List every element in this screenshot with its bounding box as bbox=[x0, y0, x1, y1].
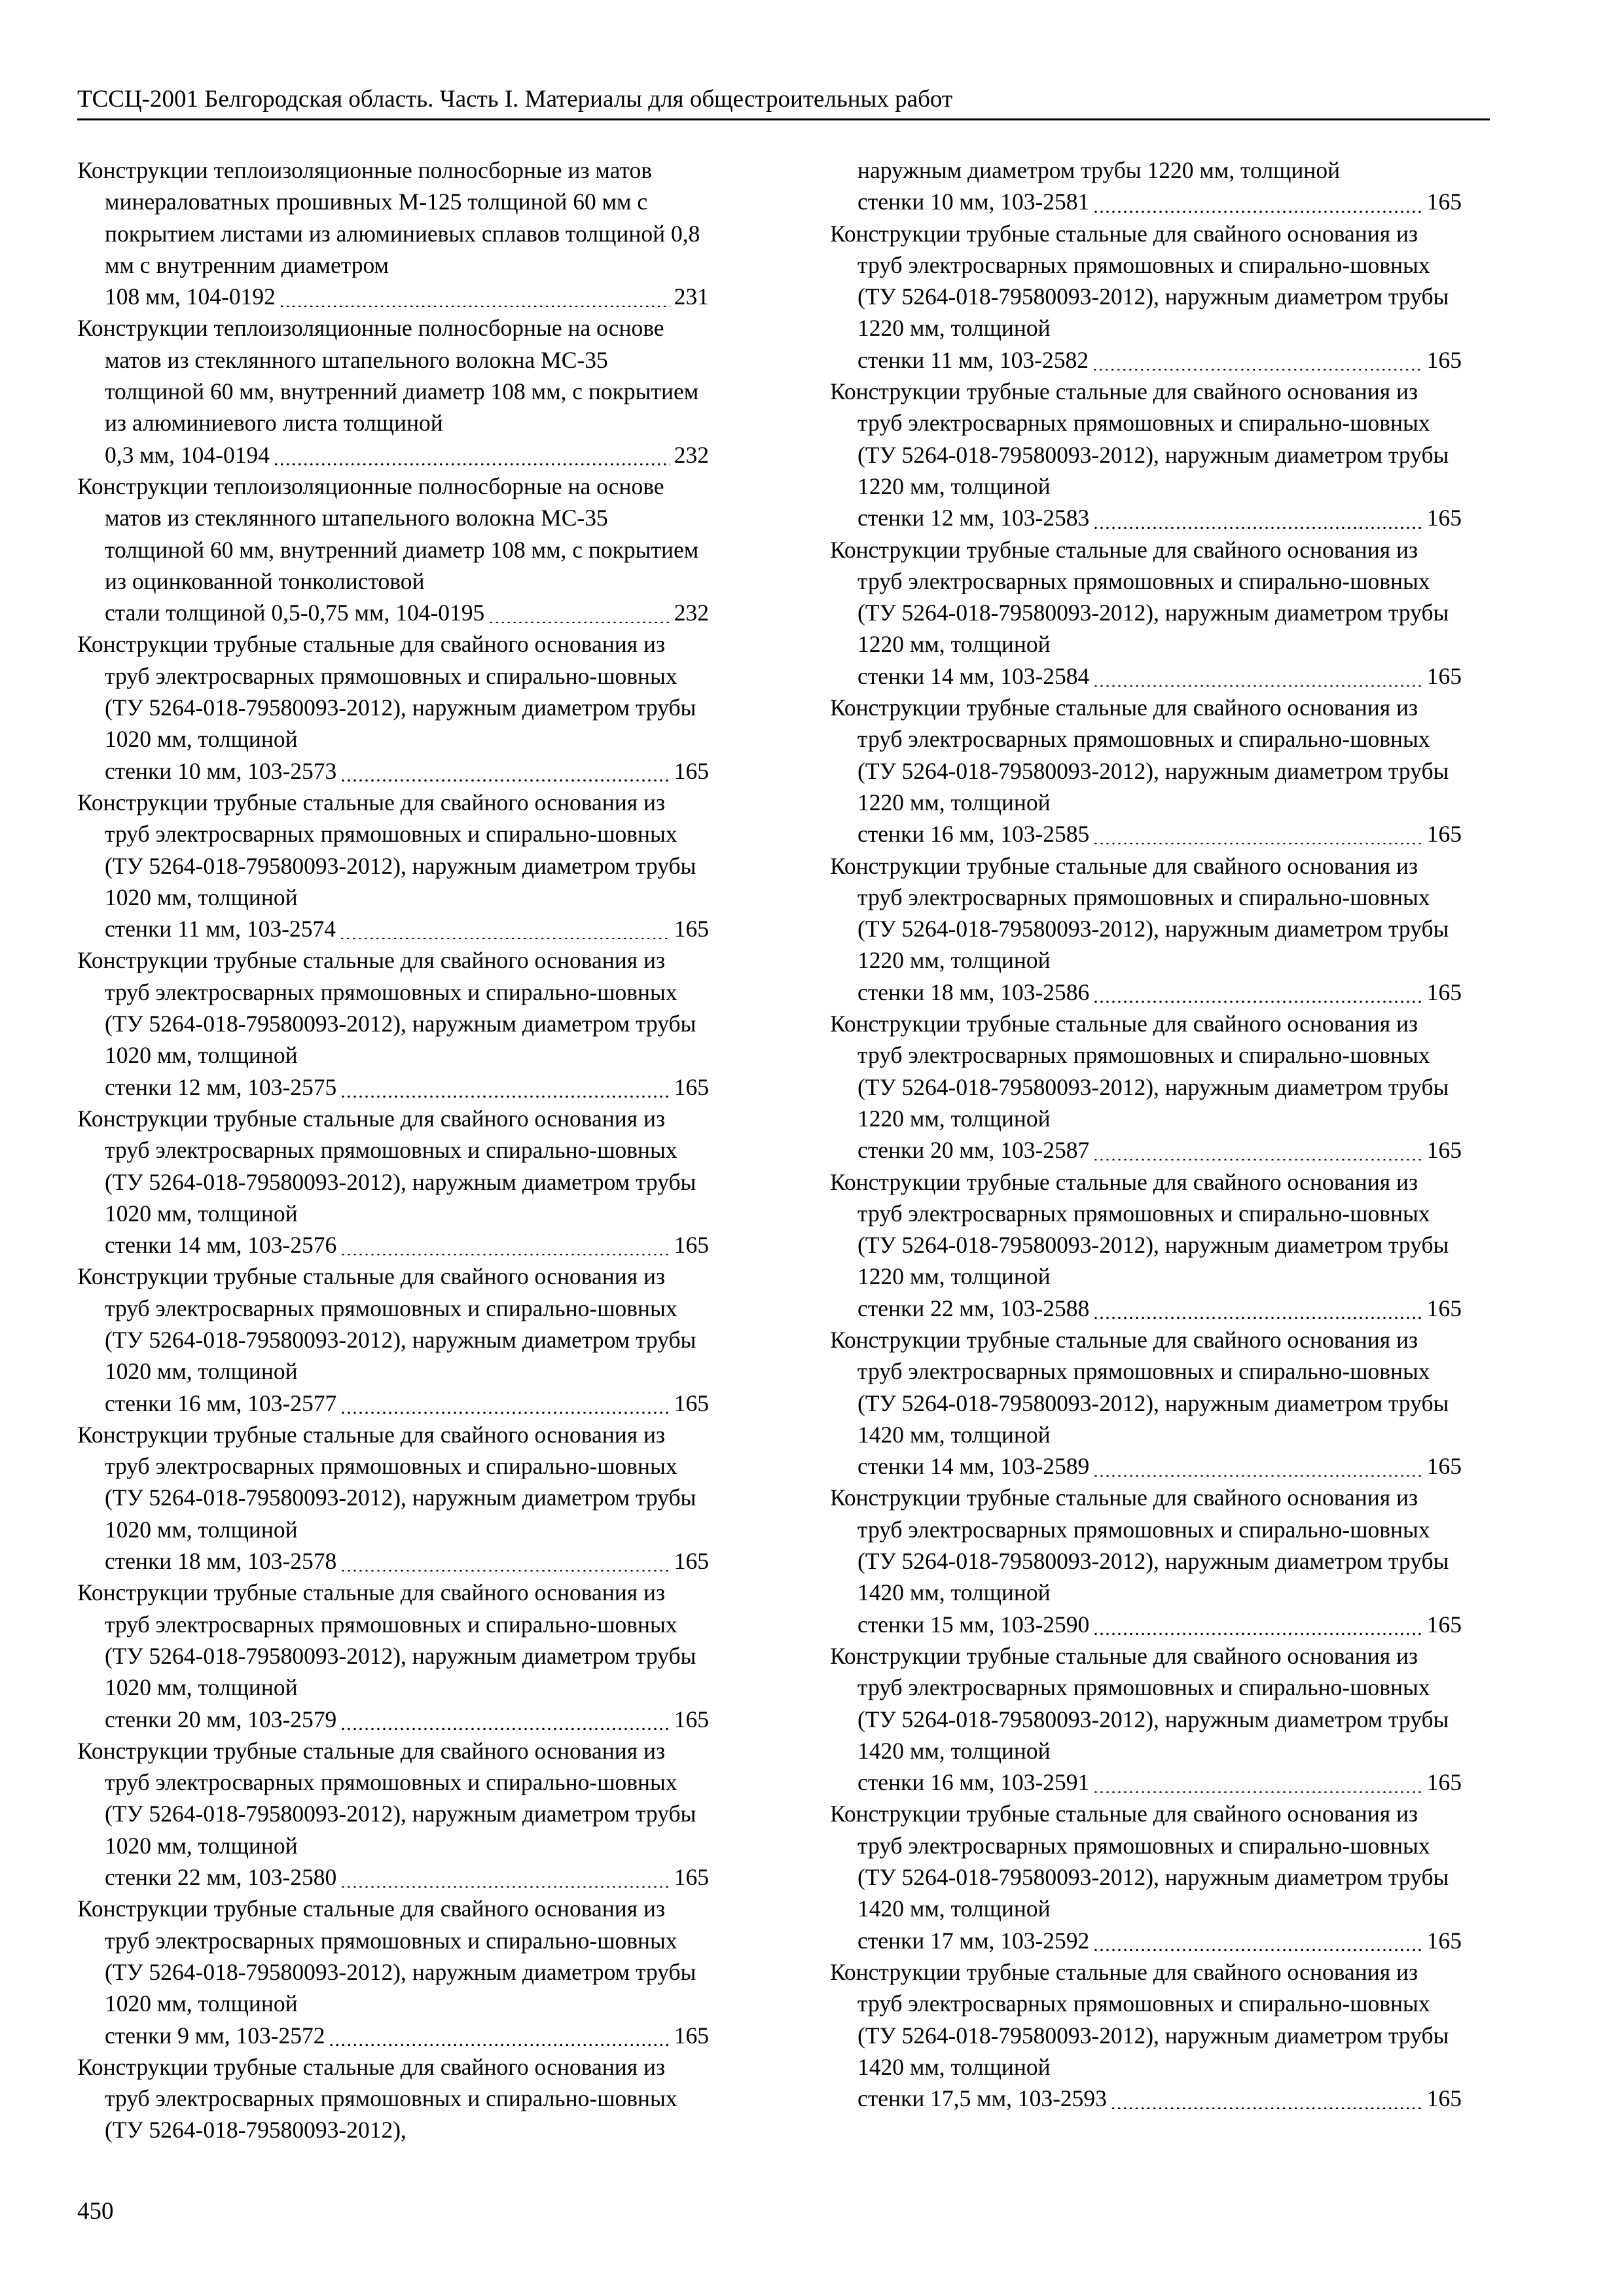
entry-page-ref: 231 bbox=[674, 283, 709, 310]
entry-code: стали толщиной 0,5-0,75 мм, 104-0195 bbox=[105, 600, 485, 626]
entry-page-ref: 165 bbox=[1426, 188, 1462, 215]
entry-text: Конструкции трубные стальные для свайного основания из труб электросварных прямошовных и спирально-шовных (ТУ 5264-018-79580093-2012), наружным диаметром трубы 1020 мм, толщиной bbox=[77, 631, 696, 753]
entry-text: Конструкции теплоизоляционные полносборные из матов минераловатных прошивных М-125 толщиной 60 мм с покрытием листами из алюминиевых сплавов толщиной 0,8 мм с внутренним диаметром bbox=[77, 157, 700, 278]
entry-code: стенки 22 мм, 103-2588 bbox=[857, 1295, 1090, 1321]
dot-leader bbox=[1093, 505, 1422, 529]
entry-last-line bbox=[857, 660, 1462, 692]
entry-page-ref: 165 bbox=[1426, 978, 1462, 1005]
dot-leader bbox=[1093, 664, 1422, 687]
index-entry bbox=[830, 850, 1462, 1008]
dot-leader bbox=[340, 1074, 670, 1098]
entry-last-line bbox=[857, 186, 1462, 217]
entry-code: стенки 16 мм, 103-2577 bbox=[105, 1390, 337, 1416]
index-entry bbox=[830, 692, 1462, 850]
dot-leader bbox=[1093, 1928, 1422, 1951]
entry-code: стенки 18 мм, 103-2586 bbox=[857, 978, 1090, 1005]
entry-text: наружным диаметром трубы 1220 мм, толщиной bbox=[857, 157, 1341, 183]
index-entry bbox=[77, 312, 709, 470]
index-entry bbox=[77, 1577, 709, 1734]
entry-text: Конструкции трубные стальные для свайного основания из труб электросварных прямошовных и спирально-шовных (ТУ 5264-018-79580093-2012), наружным диаметром трубы 1220 мм, толщиной bbox=[830, 852, 1449, 974]
dot-leader bbox=[340, 758, 670, 781]
dot-leader bbox=[329, 2022, 670, 2046]
index-entry bbox=[77, 471, 709, 628]
entry-page-ref: 165 bbox=[674, 1706, 709, 1732]
index-column-right bbox=[830, 154, 1462, 2114]
index-entry bbox=[77, 2051, 709, 2146]
entry-last-line bbox=[105, 1704, 709, 1735]
entry-code: стенки 14 мм, 103-2589 bbox=[857, 1453, 1090, 1480]
entry-code: стенки 11 мм, 103-2582 bbox=[857, 346, 1089, 373]
entry-last-line bbox=[105, 1388, 709, 1419]
entry-page-ref: 165 bbox=[674, 757, 709, 784]
header-rule bbox=[77, 118, 1490, 120]
entry-page-ref: 165 bbox=[674, 1390, 709, 1416]
entry-page-ref: 165 bbox=[674, 1864, 709, 1891]
entry-last-line bbox=[105, 1229, 709, 1261]
entry-last-line bbox=[105, 1071, 709, 1103]
entry-text: Конструкции трубные стальные для свайного основания из труб электросварных прямошовных и спирально-шовных (ТУ 5264-018-79580093-2012), наружным диаметром трубы 1420 мм, толщиной bbox=[830, 1326, 1449, 1448]
entry-text: Конструкции трубные стальные для свайного основания из труб электросварных прямошовных и спирально-шовных (ТУ 5264-018-79580093-2012), наружным диаметром трубы 1020 мм, толщиной bbox=[77, 1421, 696, 1543]
dot-leader bbox=[1092, 348, 1423, 371]
entry-last-line bbox=[857, 344, 1462, 376]
index-column-left bbox=[77, 154, 709, 2146]
dot-leader bbox=[340, 916, 670, 940]
entry-code: стенки 20 мм, 103-2587 bbox=[857, 1137, 1090, 1164]
entry-code: стенки 17,5 мм, 103-2593 bbox=[857, 2085, 1107, 2112]
dot-leader bbox=[1093, 821, 1422, 845]
entry-last-line bbox=[857, 1609, 1462, 1640]
entry-text: Конструкции трубные стальные для свайного основания из труб электросварных прямошовных и спирально-шовных (ТУ 5264-018-79580093-2012), bbox=[77, 2053, 677, 2144]
entry-page-ref: 165 bbox=[674, 916, 709, 942]
index-entry bbox=[830, 1640, 1462, 1798]
entry-last-line bbox=[105, 439, 709, 471]
entry-last-line bbox=[105, 281, 709, 312]
entry-text: Конструкции трубные стальные для свайного основания из труб электросварных прямошовных и спирально-шовных (ТУ 5264-018-79580093-2012), наружным диаметром трубы 1020 мм, толщиной bbox=[77, 789, 696, 910]
entry-text: Конструкции трубные стальные для свайного основания из труб электросварных прямошовных и спирально-шовных (ТУ 5264-018-79580093-2012), наружным диаметром трубы 1220 мм, толщиной bbox=[830, 1011, 1449, 1132]
entry-page-ref: 165 bbox=[1426, 662, 1462, 689]
index-entry bbox=[77, 1419, 709, 1577]
dot-leader bbox=[340, 1549, 670, 1572]
entry-code: стенки 10 мм, 103-2581 bbox=[857, 188, 1090, 215]
entry-code: стенки 22 мм, 103-2580 bbox=[105, 1864, 337, 1891]
entry-page-ref: 165 bbox=[1426, 1295, 1462, 1321]
entry-last-line bbox=[105, 1861, 709, 1893]
entry-page-ref: 165 bbox=[1426, 1453, 1462, 1480]
entry-page-ref: 165 bbox=[1426, 2085, 1462, 2112]
entry-text: Конструкции трубные стальные для свайного основания из труб электросварных прямошовных и спирально-шовных (ТУ 5264-018-79580093-2012), наружным диаметром трубы 1220 мм, толщиной bbox=[830, 1168, 1449, 1290]
entry-last-line bbox=[105, 2020, 709, 2051]
dot-leader bbox=[1111, 2086, 1423, 2109]
entry-code: стенки 18 мм, 103-2578 bbox=[105, 1548, 337, 1575]
entry-text: Конструкции трубные стальные для свайного основания из труб электросварных прямошовных и спирально-шовных (ТУ 5264-018-79580093-2012), наружным диаметром трубы 1220 мм, толщиной bbox=[830, 694, 1449, 816]
entry-last-line bbox=[857, 1293, 1462, 1324]
entry-page-ref: 165 bbox=[1426, 821, 1462, 848]
entry-page-ref: 165 bbox=[1426, 1137, 1462, 1164]
entry-last-line bbox=[105, 1545, 709, 1577]
entry-text: Конструкции трубные стальные для свайного основания из труб электросварных прямошовных и спирально-шовных (ТУ 5264-018-79580093-2012), наружным диаметром трубы 1020 мм, толщиной bbox=[77, 1895, 696, 2017]
entry-last-line bbox=[857, 1450, 1462, 1482]
entry-text: Конструкции трубные стальные для свайного основания из труб электросварных прямошовных и спирально-шовных (ТУ 5264-018-79580093-2012), наружным диаметром трубы 1220 мм, толщиной bbox=[830, 220, 1449, 342]
entry-page-ref: 165 bbox=[1426, 505, 1462, 531]
entry-page-ref: 165 bbox=[674, 1548, 709, 1575]
dot-leader bbox=[340, 1390, 670, 1414]
entry-code: стенки 20 мм, 103-2579 bbox=[105, 1706, 337, 1732]
entry-code: стенки 12 мм, 103-2575 bbox=[105, 1073, 337, 1100]
entry-last-line bbox=[857, 818, 1462, 850]
entry-text: Конструкции теплоизоляционные полносборные на основе матов из стеклянного штапельного волокна МС-35 толщиной 60 мм, внутренний диаметр 108 мм, с покрытием из оцинкованной тонколистовой bbox=[77, 473, 699, 594]
entry-last-line bbox=[857, 1925, 1462, 1956]
dot-leader bbox=[340, 1865, 670, 1888]
entry-text: Конструкции трубные стальные для свайного основания из труб электросварных прямошовных и спирально-шовных (ТУ 5264-018-79580093-2012), наружным диаметром трубы 1020 мм, толщиной bbox=[77, 1263, 696, 1385]
entry-code: стенки 17 мм, 103-2592 bbox=[857, 1927, 1090, 1954]
entry-code: стенки 11 мм, 103-2574 bbox=[105, 916, 336, 942]
dot-leader bbox=[1093, 979, 1422, 1003]
entry-text: Конструкции трубные стальные для свайного основания из труб электросварных прямошовных и спирально-шовных (ТУ 5264-018-79580093-2012), наружным диаметром трубы 1020 мм, толщиной bbox=[77, 947, 696, 1069]
dot-leader bbox=[1093, 1295, 1422, 1319]
entry-last-line bbox=[857, 977, 1462, 1008]
index-entry bbox=[830, 376, 1462, 533]
index-entry bbox=[77, 1735, 709, 1893]
entry-text: Конструкции трубные стальные для свайного основания из труб электросварных прямошовных и спирально-шовных (ТУ 5264-018-79580093-2012), наружным диаметром трубы 1220 мм, толщиной bbox=[830, 378, 1449, 499]
running-header: ТССЦ-2001 Белгородская область. Часть I. Материалы для общестроительных работ bbox=[77, 86, 953, 113]
entry-page-ref: 165 bbox=[674, 1073, 709, 1100]
index-entry bbox=[77, 1103, 709, 1261]
entry-code: стенки 10 мм, 103-2573 bbox=[105, 757, 337, 784]
entry-page-ref: 165 bbox=[1426, 1927, 1462, 1954]
dot-leader bbox=[1093, 1611, 1422, 1635]
entry-page-ref: 165 bbox=[674, 2022, 709, 2049]
entry-page-ref: 165 bbox=[1426, 346, 1462, 373]
entry-last-line bbox=[105, 597, 709, 628]
entry-text: Конструкции трубные стальные для свайного основания из труб электросварных прямошовных и спирально-шовных (ТУ 5264-018-79580093-2012), наружным диаметром трубы 1420 мм, толщиной bbox=[830, 1484, 1449, 1606]
entry-last-line bbox=[857, 2083, 1462, 2114]
entry-text: Конструкции трубные стальные для свайного основания из труб электросварных прямошовных и спирально-шовных (ТУ 5264-018-79580093-2012), наружным диаметром трубы 1020 мм, толщиной bbox=[77, 1105, 696, 1227]
index-entry bbox=[830, 154, 1462, 218]
entry-page-ref: 165 bbox=[1426, 1611, 1462, 1638]
page-number: 450 bbox=[77, 2198, 114, 2225]
entry-text: Конструкции трубные стальные для свайного основания из труб электросварных прямошовных и спирально-шовных (ТУ 5264-018-79580093-2012), наружным диаметром трубы 1220 мм, толщиной bbox=[830, 536, 1449, 658]
entry-text: Конструкции трубные стальные для свайного основания из труб электросварных прямошовных и спирально-шовных (ТУ 5264-018-79580093-2012), наружным диаметром трубы 1420 мм, толщиной bbox=[830, 1801, 1449, 1922]
entry-code: стенки 16 мм, 103-2585 bbox=[857, 821, 1090, 848]
index-entry bbox=[830, 218, 1462, 376]
entry-page-ref: 232 bbox=[674, 600, 709, 626]
dot-leader bbox=[340, 1706, 670, 1730]
entry-last-line bbox=[105, 755, 709, 787]
index-entry bbox=[77, 787, 709, 944]
dot-leader bbox=[488, 600, 670, 624]
entry-code: стенки 15 мм, 103-2590 bbox=[857, 1611, 1090, 1638]
index-entry bbox=[830, 1482, 1462, 1640]
index-entry bbox=[830, 534, 1462, 692]
entry-code: стенки 12 мм, 103-2583 bbox=[857, 505, 1090, 531]
index-entry bbox=[830, 1324, 1462, 1482]
dot-leader bbox=[1093, 1454, 1422, 1477]
index-entry bbox=[830, 1008, 1462, 1166]
entry-text: Конструкции трубные стальные для свайного основания из труб электросварных прямошовных и спирально-шовных (ТУ 5264-018-79580093-2012), наружным диаметром трубы 1420 мм, толщиной bbox=[830, 1642, 1449, 1764]
entry-code: стенки 14 мм, 103-2576 bbox=[105, 1232, 337, 1259]
entry-code: стенки 14 мм, 103-2584 bbox=[857, 662, 1090, 689]
dot-leader bbox=[274, 442, 670, 465]
index-entry bbox=[830, 1956, 1462, 2114]
index-entry bbox=[77, 944, 709, 1102]
entry-code: стенки 16 мм, 103-2591 bbox=[857, 1769, 1090, 1796]
entry-page-ref: 165 bbox=[1426, 1769, 1462, 1796]
index-entry bbox=[77, 1893, 709, 2051]
dot-leader bbox=[1093, 1770, 1422, 1793]
dot-leader bbox=[1093, 1138, 1422, 1161]
index-entry bbox=[77, 628, 709, 786]
entry-text: Конструкции теплоизоляционные полносборные на основе матов из стеклянного штапельного волокна МС-35 толщиной 60 мм, внутренний диаметр 108 мм, с покрытием из алюминиевого листа толщиной bbox=[77, 315, 699, 437]
dot-leader bbox=[1093, 189, 1422, 213]
index-entry bbox=[77, 1261, 709, 1418]
entry-last-line bbox=[105, 913, 709, 944]
entry-text: Конструкции трубные стальные для свайного основания из труб электросварных прямошовных и спирально-шовных (ТУ 5264-018-79580093-2012), наружным диаметром трубы 1420 мм, толщиной bbox=[830, 1958, 1449, 2080]
entry-text: Конструкции трубные стальные для свайного основания из труб электросварных прямошовных и спирально-шовных (ТУ 5264-018-79580093-2012), наружным диаметром трубы 1020 мм, толщиной bbox=[77, 1579, 696, 1701]
entry-last-line bbox=[857, 1767, 1462, 1798]
dot-leader bbox=[280, 284, 670, 308]
entry-code: 108 мм, 104-0192 bbox=[105, 283, 276, 310]
index-entry bbox=[830, 1166, 1462, 1324]
entry-code: стенки 9 мм, 103-2572 bbox=[105, 2022, 325, 2049]
entry-last-line bbox=[857, 502, 1462, 533]
dot-leader bbox=[340, 1232, 670, 1256]
entry-page-ref: 165 bbox=[674, 1232, 709, 1259]
entry-code: 0,3 мм, 104-0194 bbox=[105, 441, 270, 468]
index-entry bbox=[77, 154, 709, 312]
entry-text: Конструкции трубные стальные для свайного основания из труб электросварных прямошовных и спирально-шовных (ТУ 5264-018-79580093-2012), наружным диаметром трубы 1020 мм, толщиной bbox=[77, 1737, 696, 1859]
entry-last-line bbox=[857, 1134, 1462, 1166]
entry-page-ref: 232 bbox=[674, 441, 709, 468]
index-entry bbox=[830, 1798, 1462, 1956]
